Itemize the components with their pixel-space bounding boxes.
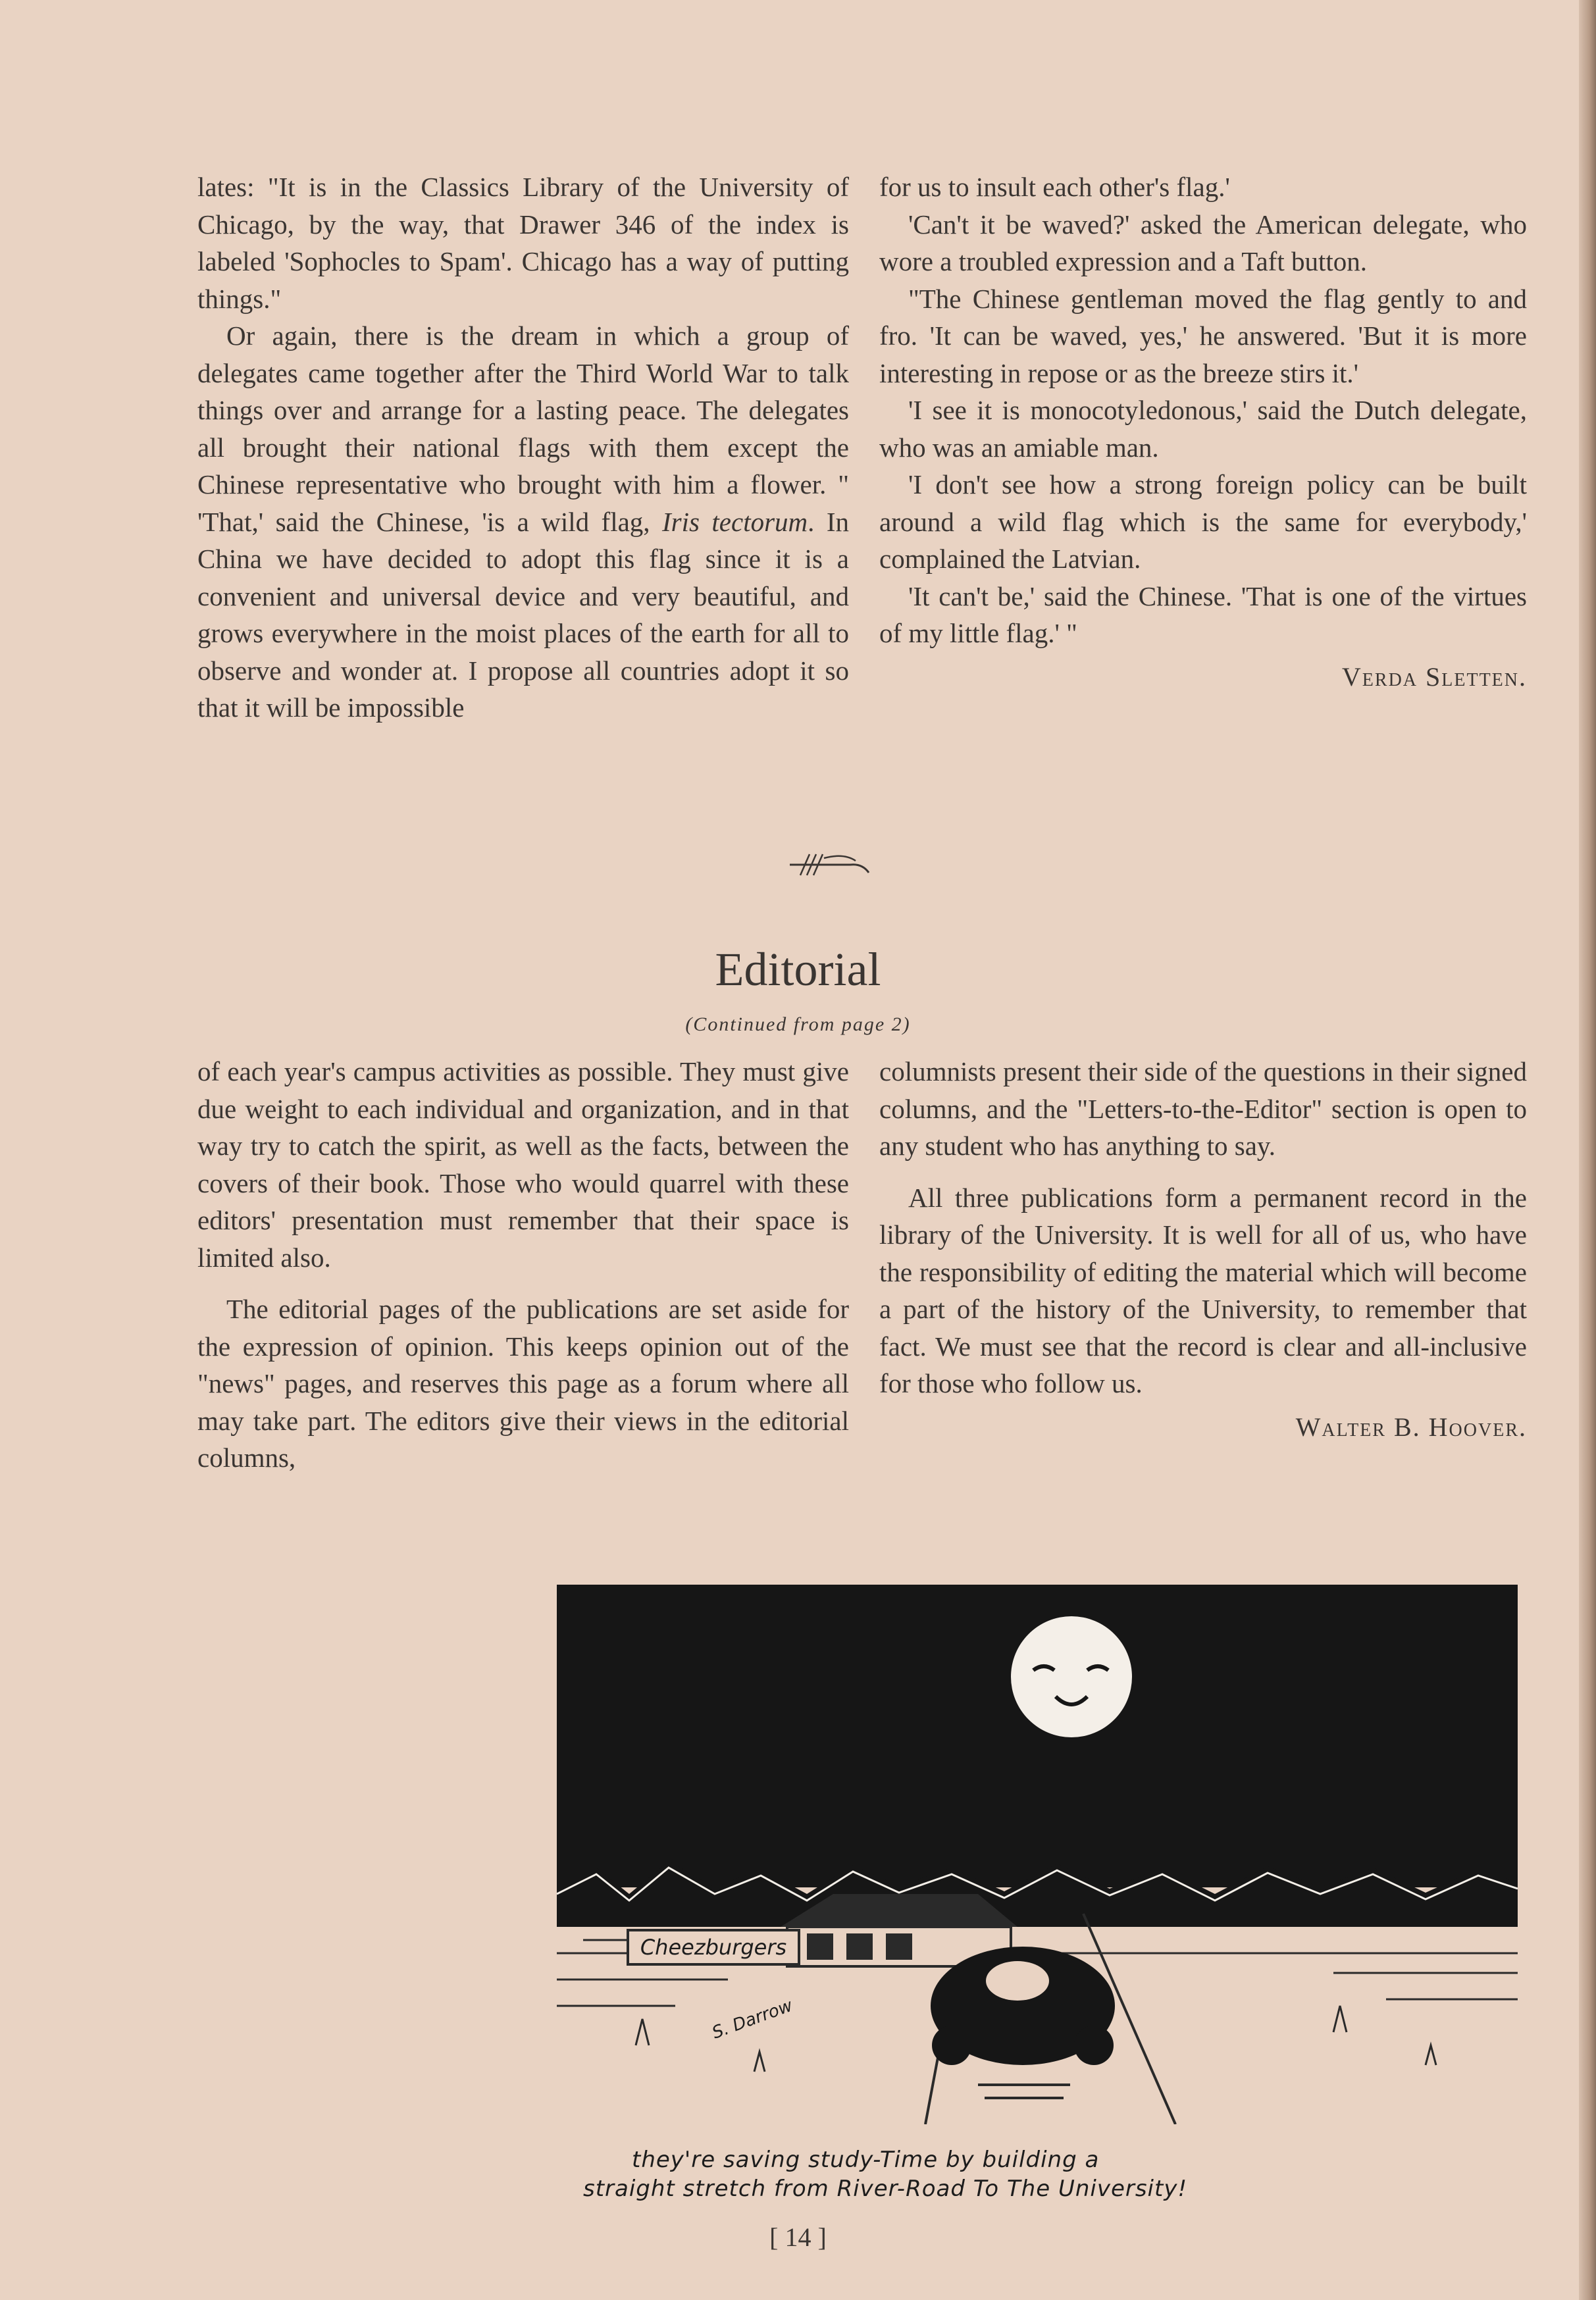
paragraph: The editorial pages of the publications are set aside for the expression of opinion. This keeps opinion out of the "news" pages, and reserves this page as a forum where all may take part. The editors give their views in the editorial columns,: [197, 1294, 849, 1473]
artist-signature: S. Darrow: [709, 1995, 796, 2043]
page-number: [ 14 ]: [769, 2222, 827, 2252]
article-right-column: [879, 168, 1527, 696]
editorial-right-column: [879, 1053, 1527, 1446]
paragraph: of each year's campus activities as possible. They must give due weight to each individual and organization, and in that way try to catch the spirit, as well as the facts, between the covers of their book. Those who would quarrel with these editors' presentation must remember that their space is limited also.: [197, 1056, 849, 1273]
text-run: . In China we have decided to adopt this flag since it is a convenient and universal device and very beautiful, and grows everywhere in the moist places of the earth for all to observe and wonder at. I propose all countries adopt it so that it will be impossible: [197, 506, 850, 723]
paragraph: for us to insult each other's flag.': [879, 172, 1230, 202]
species-name: Iris tectorum: [662, 506, 808, 537]
author-signature: Walter B. Hoover.: [1295, 1412, 1527, 1442]
editorial-left-column: [197, 1053, 849, 1477]
paragraph: columnists present their side of the questions in their signed columns, and the "Letters-to-the-Editor" section is open to any student who has anything to say.: [879, 1056, 1527, 1161]
paragraph: All three publications form a permanent record in the library of the University. It is well for all of us, who have the responsibility of editing the material which will become a part of the history of the University, to remember that fact. We must see that the record is clear and all-inclusive for those who follow us.: [879, 1182, 1527, 1398]
moon-icon: [1011, 1616, 1132, 1737]
author-signature: Verda Sletten.: [1341, 661, 1527, 692]
continued-note: (Continued from page 2): [685, 1013, 911, 1035]
paragraph: lates: "It is in the Classics Library of the University of Chicago, by the way, that Drawer 346 of the index is labeled 'Sophocles to Spam'. Chicago has a way of putting things.": [197, 172, 849, 314]
feather-ornament-icon: [787, 849, 873, 878]
paragraph: 'I see it is monocotyledonous,' said the Dutch delegate, who was an amiable man.: [879, 395, 1527, 463]
editorial-title: Editorial: [715, 943, 881, 996]
paragraph: 'It can't be,' said the Chinese. 'That is one of the virtues of my little flag.' ": [879, 580, 1527, 648]
sign-text: Cheezburgers: [640, 1935, 787, 1960]
paragraph: [197, 317, 849, 727]
paragraph: "The Chinese gentleman moved the flag gently to and fro. 'It can be waved, yes,' he answered. 'But it is more interesting in repose or as the breeze stirs it.': [879, 283, 1527, 388]
page-binding-edge: [1579, 0, 1596, 2300]
paragraph: 'Can't it be waved?' asked the American delegate, who wore a troubled expression and a Taft button.: [879, 209, 1527, 276]
cartoon-caption-line2: straight stretch from River-Road To The University!: [583, 2176, 1188, 2202]
text-run: Or again, there is the dream in which a group of delegates came together after the Third World War to talk things over and arrange for a lasting peace. The delegates all brought their national flags with them except the Chinese representative who brought with him a flower. " 'That,' said the Chinese, 'is a wild flag,: [197, 320, 849, 537]
article-left-column: [197, 168, 849, 727]
paragraph: 'I don't see how a strong foreign policy can be built around a wild flag which is the same for everybody,' complained the Latvian.: [879, 469, 1527, 574]
cartoon-caption-line1: they're saving study-Time by building a: [632, 2147, 1100, 2173]
cartoon-illustration: [557, 1585, 1518, 2124]
